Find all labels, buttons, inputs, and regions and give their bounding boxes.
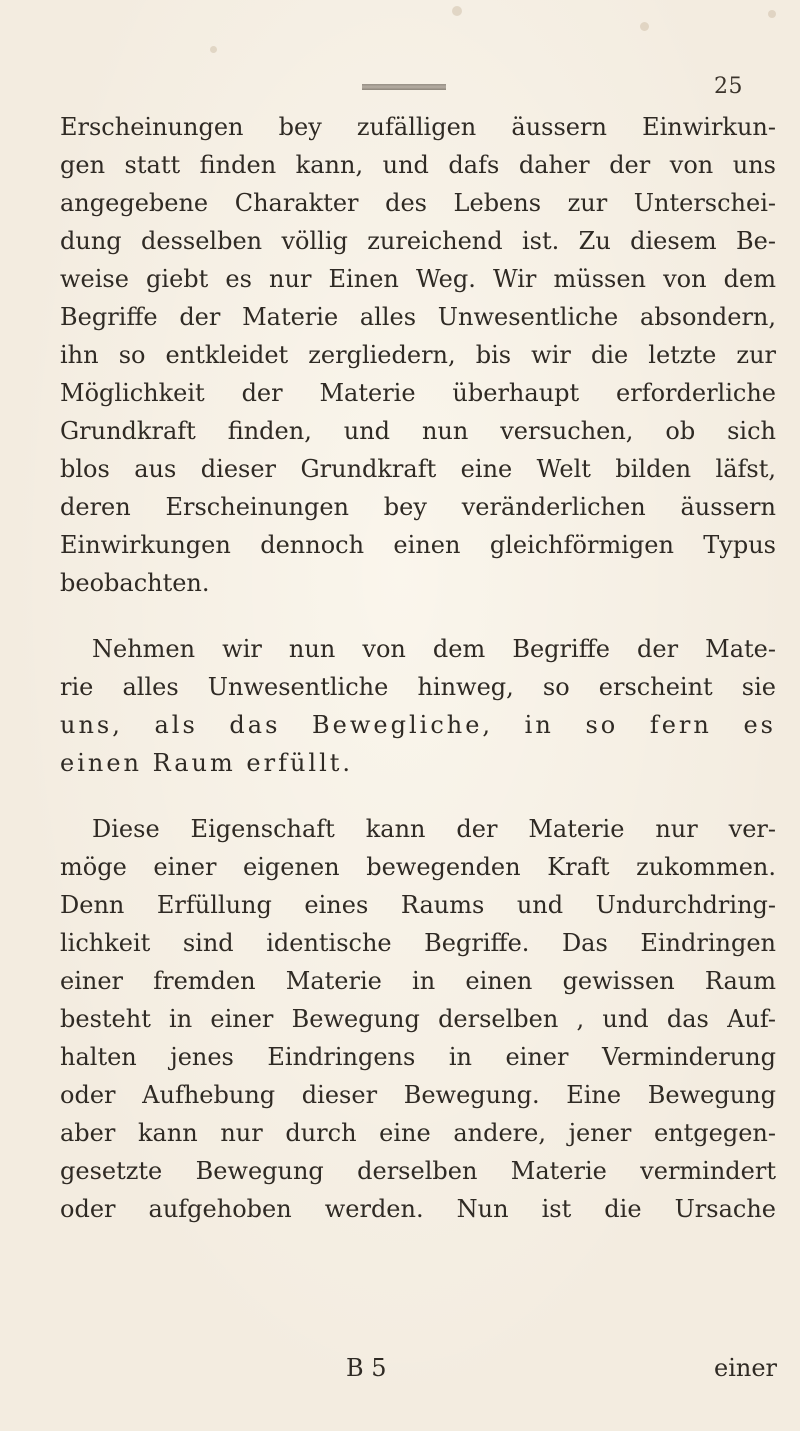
catchword: einer bbox=[714, 1354, 778, 1382]
text-line: Denn Erfüllung eines Raums und Undurchdring- bbox=[60, 891, 776, 919]
text-line: einer fremden Materie in einen gewissen Raum bbox=[60, 967, 776, 995]
paragraph-3 bbox=[60, 810, 776, 1228]
text-line: oder aufgehoben werden. Nun ist die Ursache bbox=[60, 1195, 776, 1223]
text-line: deren Erscheinungen bey veränderlichen äussern bbox=[60, 493, 776, 521]
paragraph-2 bbox=[60, 630, 776, 782]
body-text bbox=[60, 108, 776, 1228]
text-line: Möglichkeit der Materie überhaupt erforderliche bbox=[60, 379, 776, 407]
paper-stain bbox=[452, 6, 462, 16]
text-line: gen statt finden kann, und dafs daher der von uns bbox=[60, 151, 776, 179]
text-line: weise giebt es nur Einen Weg. Wir müssen von dem bbox=[60, 265, 776, 293]
text-line: Grundkraft finden, und nun versuchen, ob sich bbox=[60, 417, 776, 445]
header-rule bbox=[362, 84, 446, 90]
text-line: lichkeit sind identische Begriffe. Das Eindringen bbox=[60, 929, 776, 957]
text-line: ihn so entkleidet zergliedern, bis wir die letzte zur bbox=[60, 341, 776, 369]
text-line: möge einer eigenen bewegenden Kraft zukommen. bbox=[60, 853, 776, 881]
text-line: Begriffe der Materie alles Unwesentliche absondern, bbox=[60, 303, 776, 331]
paragraph-1 bbox=[60, 108, 776, 602]
text-line: uns, als das Bewegliche, in so fern es bbox=[60, 711, 776, 739]
text-line: Erscheinungen bey zufälligen äussern Einwirkun- bbox=[60, 113, 776, 141]
text-line: aber kann nur durch eine andere, jener entgegen- bbox=[60, 1119, 776, 1147]
text-line: angegebene Charakter des Lebens zur Unterschei- bbox=[60, 189, 776, 217]
text-line: gesetzte Bewegung derselben Materie vermindert bbox=[60, 1157, 776, 1185]
paper-stain bbox=[210, 46, 217, 53]
text-line: einen Raum erfüllt. bbox=[60, 749, 354, 777]
text-line: rie alles Unwesentliche hinweg, so erscheint sie bbox=[60, 673, 776, 701]
text-line: beobachten. bbox=[60, 569, 210, 597]
text-line: oder Aufhebung dieser Bewegung. Eine Bewegung bbox=[60, 1081, 776, 1109]
text-line: blos aus dieser Grundkraft eine Welt bilden läfst, bbox=[60, 455, 776, 483]
page-number: 25 bbox=[714, 74, 743, 99]
text-line: Einwirkungen dennoch einen gleichförmigen Typus bbox=[60, 531, 776, 559]
signature-mark: B 5 bbox=[346, 1354, 387, 1382]
text-line: Diese Eigenschaft kann der Materie nur ver- bbox=[92, 815, 776, 843]
text-line: dung desselben völlig zureichend ist. Zu diesem Be- bbox=[60, 227, 776, 255]
text-line: halten jenes Eindringens in einer Verminderung bbox=[60, 1043, 776, 1071]
text-line: besteht in einer Bewegung derselben , und das Auf- bbox=[60, 1005, 776, 1033]
paper-stain bbox=[768, 10, 776, 18]
text-line: Nehmen wir nun von dem Begriffe der Mate- bbox=[92, 635, 776, 663]
paper-stain bbox=[640, 22, 649, 31]
